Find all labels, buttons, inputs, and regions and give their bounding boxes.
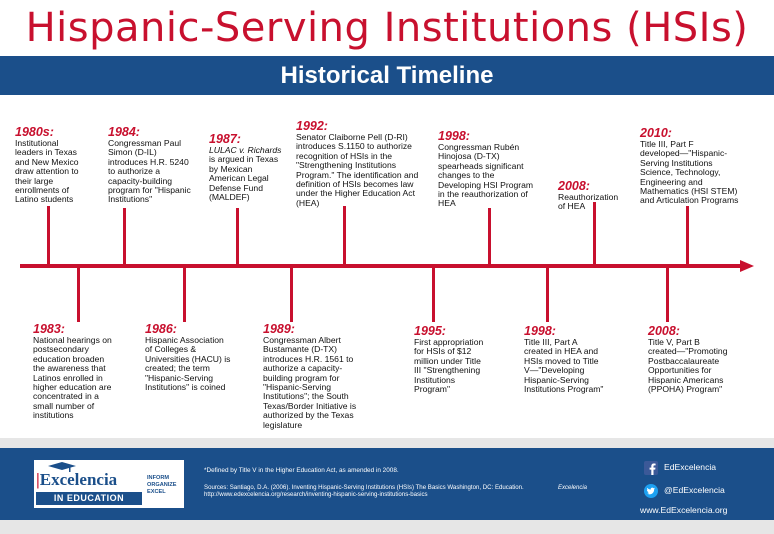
event-desc: Institutional leaders in Texas and New Mexico draw attention to their large enrollments of Latino students <box>15 138 79 205</box>
event-2008-reauthorization <box>558 180 618 212</box>
event-1992 <box>296 120 418 208</box>
event-year: 1986: <box>145 322 177 336</box>
logo-subtitle: IN EDUCATION <box>36 492 142 505</box>
excelencia-logo[interactable] <box>34 460 184 508</box>
event-year: 1987: <box>209 132 241 146</box>
divider-band <box>0 438 774 448</box>
logo-tagline: INFORM ORGANIZE EXCEL <box>147 475 177 495</box>
event-2010 <box>640 127 738 206</box>
page-subtitle: Historical Timeline <box>280 62 494 89</box>
timeline-tick <box>546 266 549 322</box>
event-year: 1989: <box>263 322 295 336</box>
event-1983 <box>33 323 112 421</box>
event-year: 2008: <box>648 324 680 338</box>
facebook-link[interactable] <box>644 460 716 475</box>
facebook-icon <box>644 461 658 475</box>
event-1986 <box>145 323 230 392</box>
event-year: 1998: <box>524 324 556 338</box>
event-desc: is argued in Texas by Mexican American Legal Defense Fund (MALDEF) <box>209 154 279 203</box>
event-desc: First appropriation for HSIs of $12 million under Title III "Strengthening Institutions Program" <box>414 337 484 395</box>
event-desc: Congressman Paul Simon (D-IL) introduces H.R. 5240 to authorize a capacity-building program for "Hispanic Institutions" <box>108 138 191 205</box>
case-name: LULAC v. Richards <box>209 145 282 155</box>
event-desc: Title III, Part A created in HEA and HSIs moved to Title V—"Developing Hispanic-Serving Institutions Program" <box>524 337 604 395</box>
event-2008-title-v <box>648 325 727 394</box>
event-year: 2010: <box>640 126 672 140</box>
event-1980s <box>15 126 79 205</box>
timeline-tick <box>666 266 669 322</box>
facebook-handle: EdExcelencia <box>664 462 717 472</box>
timeline-tick <box>123 208 126 266</box>
event-year: 1980s: <box>15 125 54 139</box>
event-1987 <box>209 133 281 202</box>
twitter-link[interactable] <box>644 483 725 498</box>
twitter-icon <box>644 484 658 498</box>
event-desc: Title V, Part B created—"Promoting Postbaccalaureate Opportunities for Hispanic Americans (PPOHA) Program" <box>648 337 728 395</box>
bottom-band <box>0 520 774 534</box>
event-desc: Congressman Albert Bustamante (D-TX) introduces H.R. 1561 to authorize a capacity- building program for "Hispanic-Serving Institutions"; the South Texas/Border Initiative is authorized by the Texas legislature <box>263 335 357 430</box>
event-year: 1984: <box>108 125 140 139</box>
event-1998-title-iii <box>524 325 603 394</box>
timeline-tick <box>183 266 186 322</box>
timeline-tick <box>343 206 346 266</box>
timeline-tick <box>290 266 293 322</box>
event-1989 <box>263 323 356 430</box>
logo-wordmark: |Excelencia <box>36 470 118 489</box>
event-year: 1998: <box>438 129 470 143</box>
page-title: Hispanic-Serving Institutions (HSIs) <box>25 5 749 51</box>
event-year: 1995: <box>414 324 446 338</box>
timeline-tick <box>432 266 435 322</box>
event-1998 <box>438 130 533 209</box>
event-year: 2008: <box>558 179 590 193</box>
twitter-handle: @EdExcelencia <box>664 485 725 495</box>
event-1995 <box>414 325 483 394</box>
event-year: 1983: <box>33 322 65 336</box>
sources-citation: Sources: Santiago, D.A. (2006). Inventing Hispanic-Serving Institutions (HSIs) The Basics Washington, DC: Education. http://www.edexcelencia.org/research/inventing-hispanic-serving-institutions-basics <box>204 484 524 499</box>
timeline-tick <box>47 206 50 266</box>
timeline-tick <box>236 208 239 266</box>
event-desc: Title III, Part F developed—"Hispanic- Serving Institutions Science, Technology, Engineering and Mathematics (HSI STEM) and Articulation Programs <box>640 139 739 206</box>
timeline-arrowhead-icon <box>740 260 754 272</box>
footer <box>0 448 774 520</box>
event-desc: Congressman Rubén Hinojosa (D-TX) spearheads significant changes to the Developing HSI Program in the reauthorization of HEA <box>438 142 534 209</box>
event-1984 <box>108 126 191 205</box>
event-desc: National hearings on postsecondary education broaden the awareness that Latinos enrolled in higher education are concentrated in a small number of institutions <box>33 335 112 421</box>
event-desc: Senator Claiborne Pell (D-RI) introduces S.1150 to authorize recognition of HSIs in the "Strengthening Institutions Program." The identification and definition of HSIs becomes law under the Higher Education Act (HEA) <box>296 132 419 208</box>
timeline-tick <box>686 206 689 266</box>
event-year: 1992: <box>296 119 328 133</box>
event-desc: Hispanic Association of Colleges & Universities (HACU) is created; the term "Hispanic-Serving Institutions" is coined <box>145 335 231 393</box>
website-link[interactable]: www.EdExcelencia.org <box>640 505 728 515</box>
timeline-tick <box>77 266 80 322</box>
subtitle-banner <box>0 56 774 95</box>
timeline-axis <box>20 264 742 268</box>
sources-brand: Excelencia <box>558 485 588 491</box>
footnote: *Defined by Title V in the Higher Education Act, as amended in 2008. <box>204 467 399 474</box>
timeline-tick <box>488 208 491 266</box>
event-desc: Reauthorization of HEA <box>558 192 619 212</box>
timeline <box>0 96 774 438</box>
